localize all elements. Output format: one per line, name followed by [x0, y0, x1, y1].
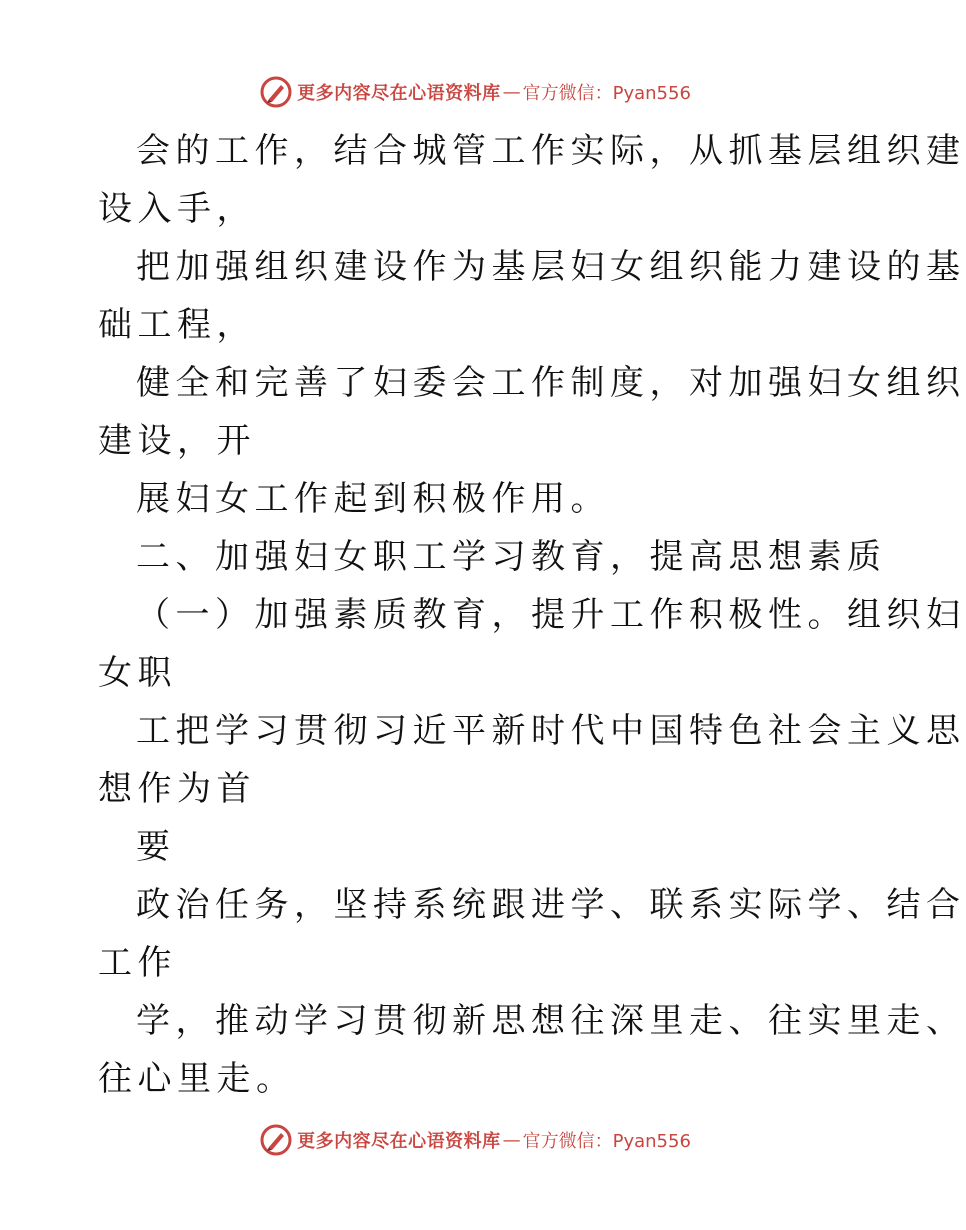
- section-heading: 二、加强妇女职工学习教育，提高思想素质: [136, 537, 887, 577]
- body-line: 工把学习贯彻习近平新时代中国特色社会主义思: [136, 711, 966, 751]
- body-line: 把加强组织建设作为基层妇女组织能力建设的基: [136, 247, 966, 287]
- body-line: 础工程，: [98, 305, 256, 345]
- document-body: [98, 122, 966, 1108]
- body-line: 健全和完善了妇委会工作制度，对加强妇女组织: [136, 363, 966, 403]
- body-line: 政治任务，坚持系统跟进学、联系实际学、结合: [136, 885, 966, 925]
- header-banner: [0, 72, 950, 112]
- header-banner-text: 更多内容尽在心语资料库: [297, 83, 501, 104]
- body-line: 会的工作，结合城管工作实际，从抓基层组织建: [136, 131, 966, 171]
- body-line: 往心里走。: [98, 1059, 296, 1099]
- pen-logo-icon: [259, 1123, 293, 1157]
- body-line: 要: [136, 827, 176, 867]
- footer-wechat-id: 官方微信：Pyan556: [522, 1131, 691, 1152]
- body-line: 建设，开: [98, 421, 256, 461]
- subsection-heading: （一）加强素质教育，提升工作积极性。组织妇: [136, 595, 966, 635]
- body-line: 设入手，: [98, 189, 256, 229]
- pen-logo-icon: [259, 75, 293, 109]
- footer-banner-text: 更多内容尽在心语资料库: [297, 1131, 501, 1152]
- header-wechat-id: 官方微信：Pyan556: [522, 83, 691, 104]
- body-line: 工作: [98, 943, 177, 983]
- body-line: 展妇女工作起到积极作用。: [136, 479, 610, 519]
- header-banner-dash: —: [502, 81, 521, 103]
- body-line: 女职: [98, 653, 177, 693]
- footer-banner: [0, 1120, 950, 1160]
- body-line: 想作为首: [98, 769, 256, 809]
- footer-banner-dash: —: [502, 1129, 521, 1151]
- body-line: 学，推动学习贯彻新思想往深里走、往实里走、: [136, 1001, 966, 1041]
